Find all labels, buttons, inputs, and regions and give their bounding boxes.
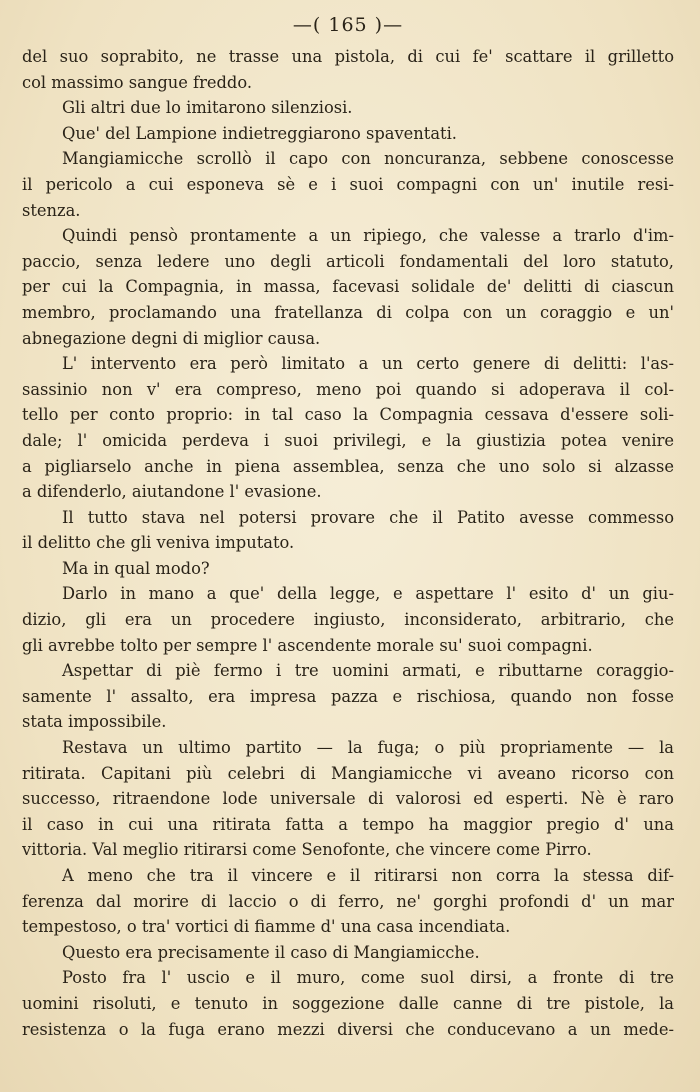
text-line: A meno che tra il vincere e il ritirarsi non corra la stessa dif- <box>62 866 674 885</box>
page-number: —( 165 )— <box>292 14 404 36</box>
text-line: per cui la Compagnia, in massa, facevasi solidale de' delitti di ciascun <box>22 277 674 297</box>
text-line: stata impossibile. <box>22 712 167 732</box>
text-line: Que' del Lampione indietreggiarono spaventati. <box>62 123 457 143</box>
text-line: ritirata. Capitani più celebri di Mangiamicche vi aveano ricorso con <box>22 763 674 783</box>
text-line: stenza. <box>22 200 81 220</box>
text-line: membro, proclamando una fratellanza di colpa con un coraggio e un' <box>22 302 674 322</box>
text-line: Quindi pensò prontamente a un ripiego, che valesse a trarlo d'im- <box>62 226 674 246</box>
text-line: Il tutto stava nel potersi provare che il Patito avesse commesso <box>62 507 674 527</box>
text-line: samente l' assalto, era impresa pazza e rischiosa, quando non fosse <box>22 686 674 706</box>
text-line: Mangiamicche scrollò il capo con noncuranza, sebbene conoscesse <box>62 149 674 169</box>
text-line: Gli altri due lo imitarono silenziosi. <box>62 98 353 118</box>
text-line: vittoria. Val meglio ritirarsi come Senofonte, che vincere come Pirro. <box>22 840 592 860</box>
text-line: Ma in qual modo? <box>62 558 210 578</box>
text-line: Questo era precisamente il caso di Mangiamicche. <box>62 942 480 962</box>
text-line: uomini risoluti, e tenuto in soggezione dalle canne di tre pistole, la <box>22 993 674 1013</box>
text-line: dizio, gli era un procedere ingiusto, inconsiderato, arbitrario, che <box>22 610 674 630</box>
text-line: il caso in cui una ritirata fatta a tempo ha maggior pregio d' una <box>22 814 674 834</box>
text-line: del suo soprabito, ne trasse una pistola, di cui fe' scattare il grilletto <box>22 47 674 66</box>
text-line: Posto fra l' uscio e il muro, come suol dirsi, a fronte di tre <box>62 968 674 988</box>
text-line: tello per conto proprio: in tal caso la Compagnia cessava d'essere soli- <box>22 405 674 425</box>
text-line: Darlo in mano a que' della legge, e aspettare l' esito d' un giu- <box>62 584 674 604</box>
text-line: Restava un ultimo partito — la fuga; o più propriamente — la <box>62 738 674 758</box>
text-line: paccio, senza ledere uno degli articoli fondamentali del loro statuto, <box>22 251 674 271</box>
text-line: il delitto che gli veniva imputato. <box>22 533 295 553</box>
text-line: sassinio non v' era compreso, meno poi quando si adoperava il col- <box>22 379 674 399</box>
text-line: Aspettar di piè fermo i tre uomini armati, e ributtarne coraggio- <box>62 661 674 681</box>
text-line: abnegazione degni di miglior causa. <box>22 328 321 348</box>
text-line: ferenza dal morire di laccio o di ferro, ne' gorghi profondi d' un mar <box>22 891 674 911</box>
text-line: resistenza o la fuga erano mezzi diversi che conducevano a un mede- <box>22 1019 674 1039</box>
text-line: col massimo sangue freddo. <box>22 72 253 92</box>
text-line: gli avrebbe tolto per sempre l' ascendente morale su' suoi compagni. <box>22 635 593 655</box>
text-line: il pericolo a cui esponeva sè e i suoi compagni con un' inutile resi- <box>22 174 674 194</box>
text-line: a pigliarselo anche in piena assemblea, senza che uno solo si alzasse <box>22 456 674 476</box>
body-text <box>22 44 674 1042</box>
text-line: dale; l' omicida perdeva i suoi privilegi, e la giustizia potea venire <box>22 430 674 450</box>
text-line: tempestoso, o tra' vortici di fiamme d' una casa incendiata. <box>22 917 511 937</box>
text-line: successo, ritraendone lode universale di valorosi ed esperti. Nè è raro <box>22 789 674 809</box>
text-line: L' intervento era però limitato a un certo genere di delitti: l'as- <box>62 354 674 374</box>
text-line: a difenderlo, aiutandone l' evasione. <box>22 482 322 502</box>
